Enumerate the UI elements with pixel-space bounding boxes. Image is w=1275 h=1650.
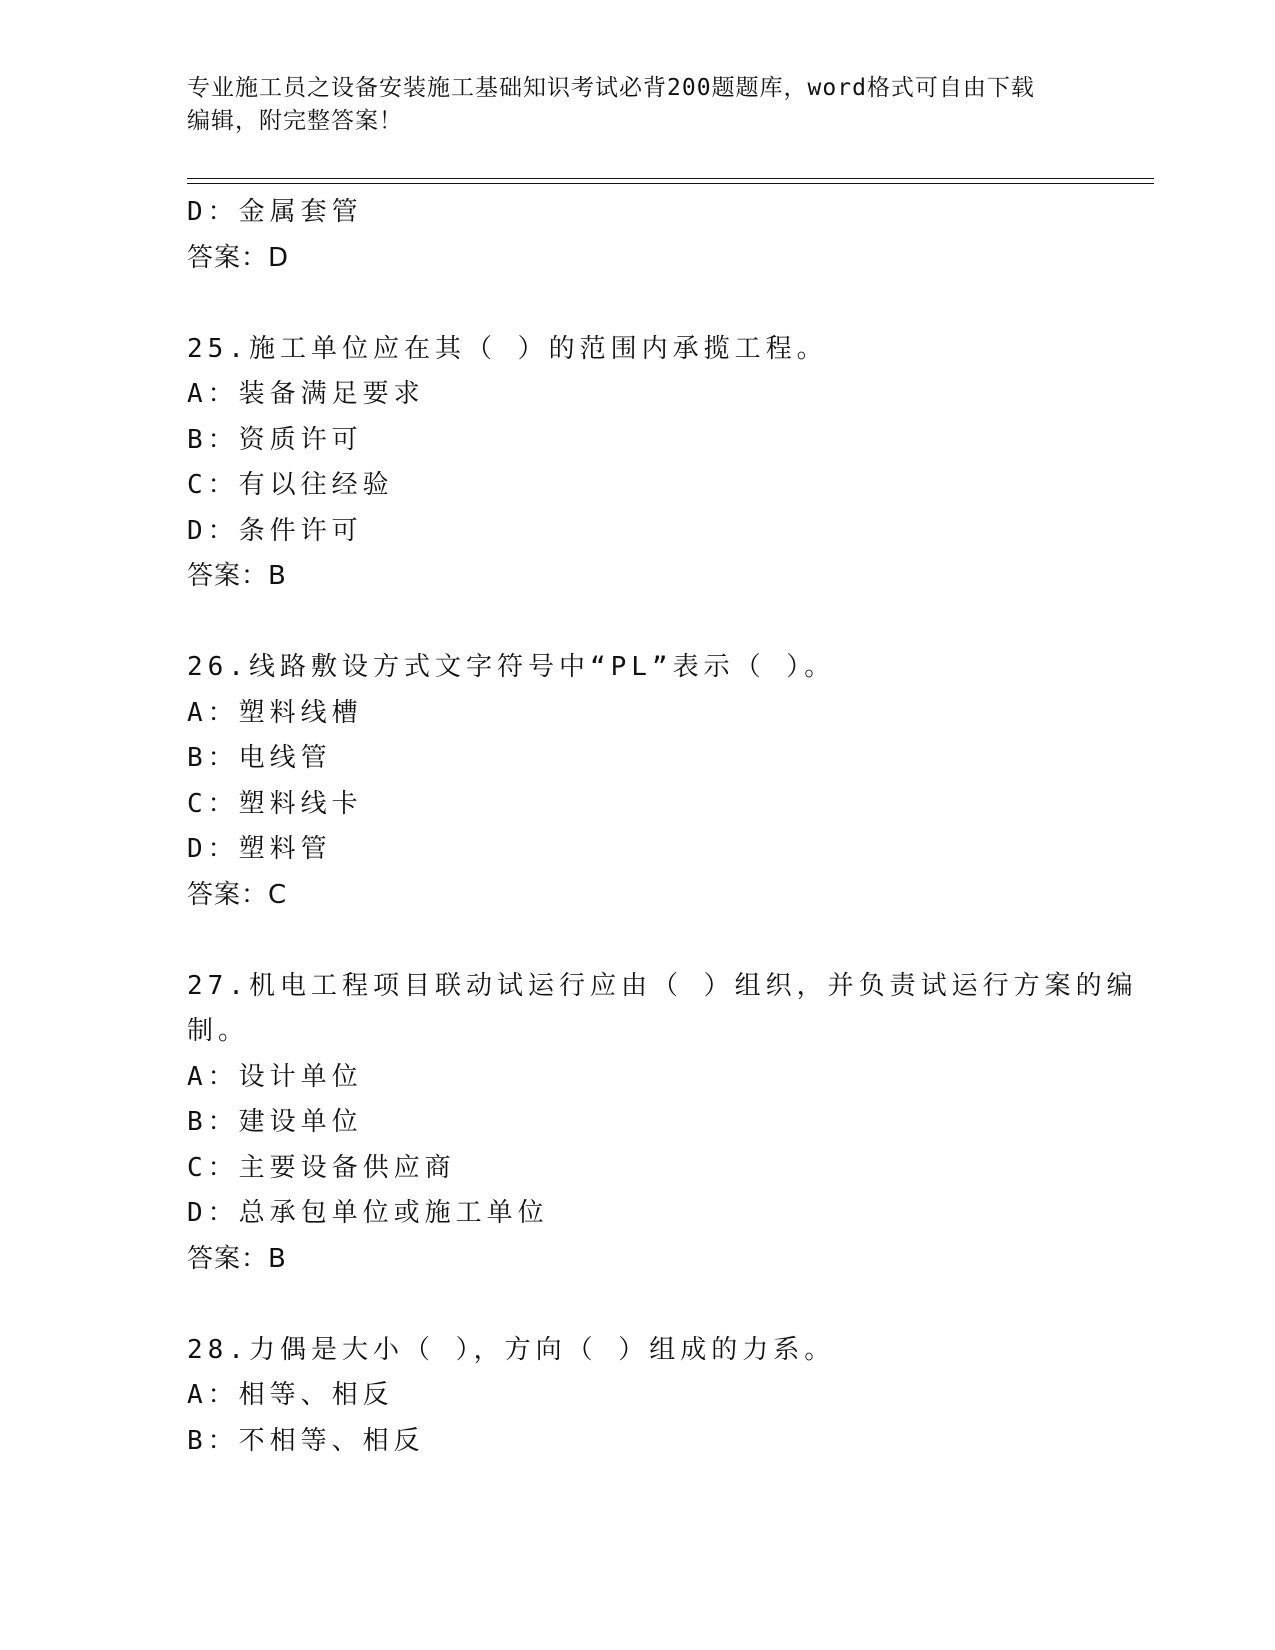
option-a: A：装备满足要求 [187, 379, 425, 409]
option-a: A：相等、相反 [187, 1380, 394, 1410]
header-line-2: 编辑，附完整答案！ [187, 108, 403, 134]
question-text-line-2: 制。 [187, 1016, 250, 1046]
question-text: 28.力偶是大小（ ），方向（ ）组成的力系。 [187, 1334, 836, 1365]
option-d: D：总承包单位或施工单位 [187, 1198, 549, 1228]
question-27 [187, 964, 1138, 1283]
header-divider-bottom [187, 183, 1154, 184]
question-25 [187, 327, 1067, 600]
option-b: B：电线管 [187, 743, 332, 773]
document-header [187, 72, 1087, 138]
option-c: C：塑料线卡 [187, 788, 363, 819]
option-a: A：塑料线槽 [187, 697, 363, 728]
question-text-line-1: 27.机电工程项目联动试运行应由（ ）组织，并负责试运行方案的编 [187, 970, 1138, 1001]
answer: 答案：B [187, 1243, 287, 1274]
option-d: D：条件许可 [187, 515, 363, 546]
option-c: C：主要设备供应商 [187, 1152, 456, 1183]
question-24-continuation [187, 190, 1067, 281]
option-c: C：有以往经验 [187, 470, 394, 500]
option-d: D：塑料管 [187, 834, 332, 864]
header-divider-top [187, 178, 1154, 179]
answer: 答案：B [187, 561, 287, 591]
question-28 [187, 1328, 1067, 1465]
option-b: B：建设单位 [187, 1107, 363, 1137]
question-26 [187, 645, 1067, 918]
option-a: A：设计单位 [187, 1061, 363, 1092]
document-body [187, 190, 1138, 1464]
option-b: B：不相等、相反 [187, 1425, 425, 1456]
option-d: D：金属套管 [187, 197, 363, 227]
option-b: B：资质许可 [187, 424, 363, 455]
header-line-1: 专业施工员之设备安装施工基础知识考试必背200题题库，word格式可自由下载 [187, 75, 1035, 101]
answer: 答案：C [187, 879, 288, 910]
question-text: 26.线路敷设方式文字符号中“PL”表示（ ）。 [187, 652, 836, 682]
answer: 答案：D [187, 242, 290, 273]
question-text: 25.施工单位应在其（ ）的范围内承揽工程。 [187, 333, 828, 364]
